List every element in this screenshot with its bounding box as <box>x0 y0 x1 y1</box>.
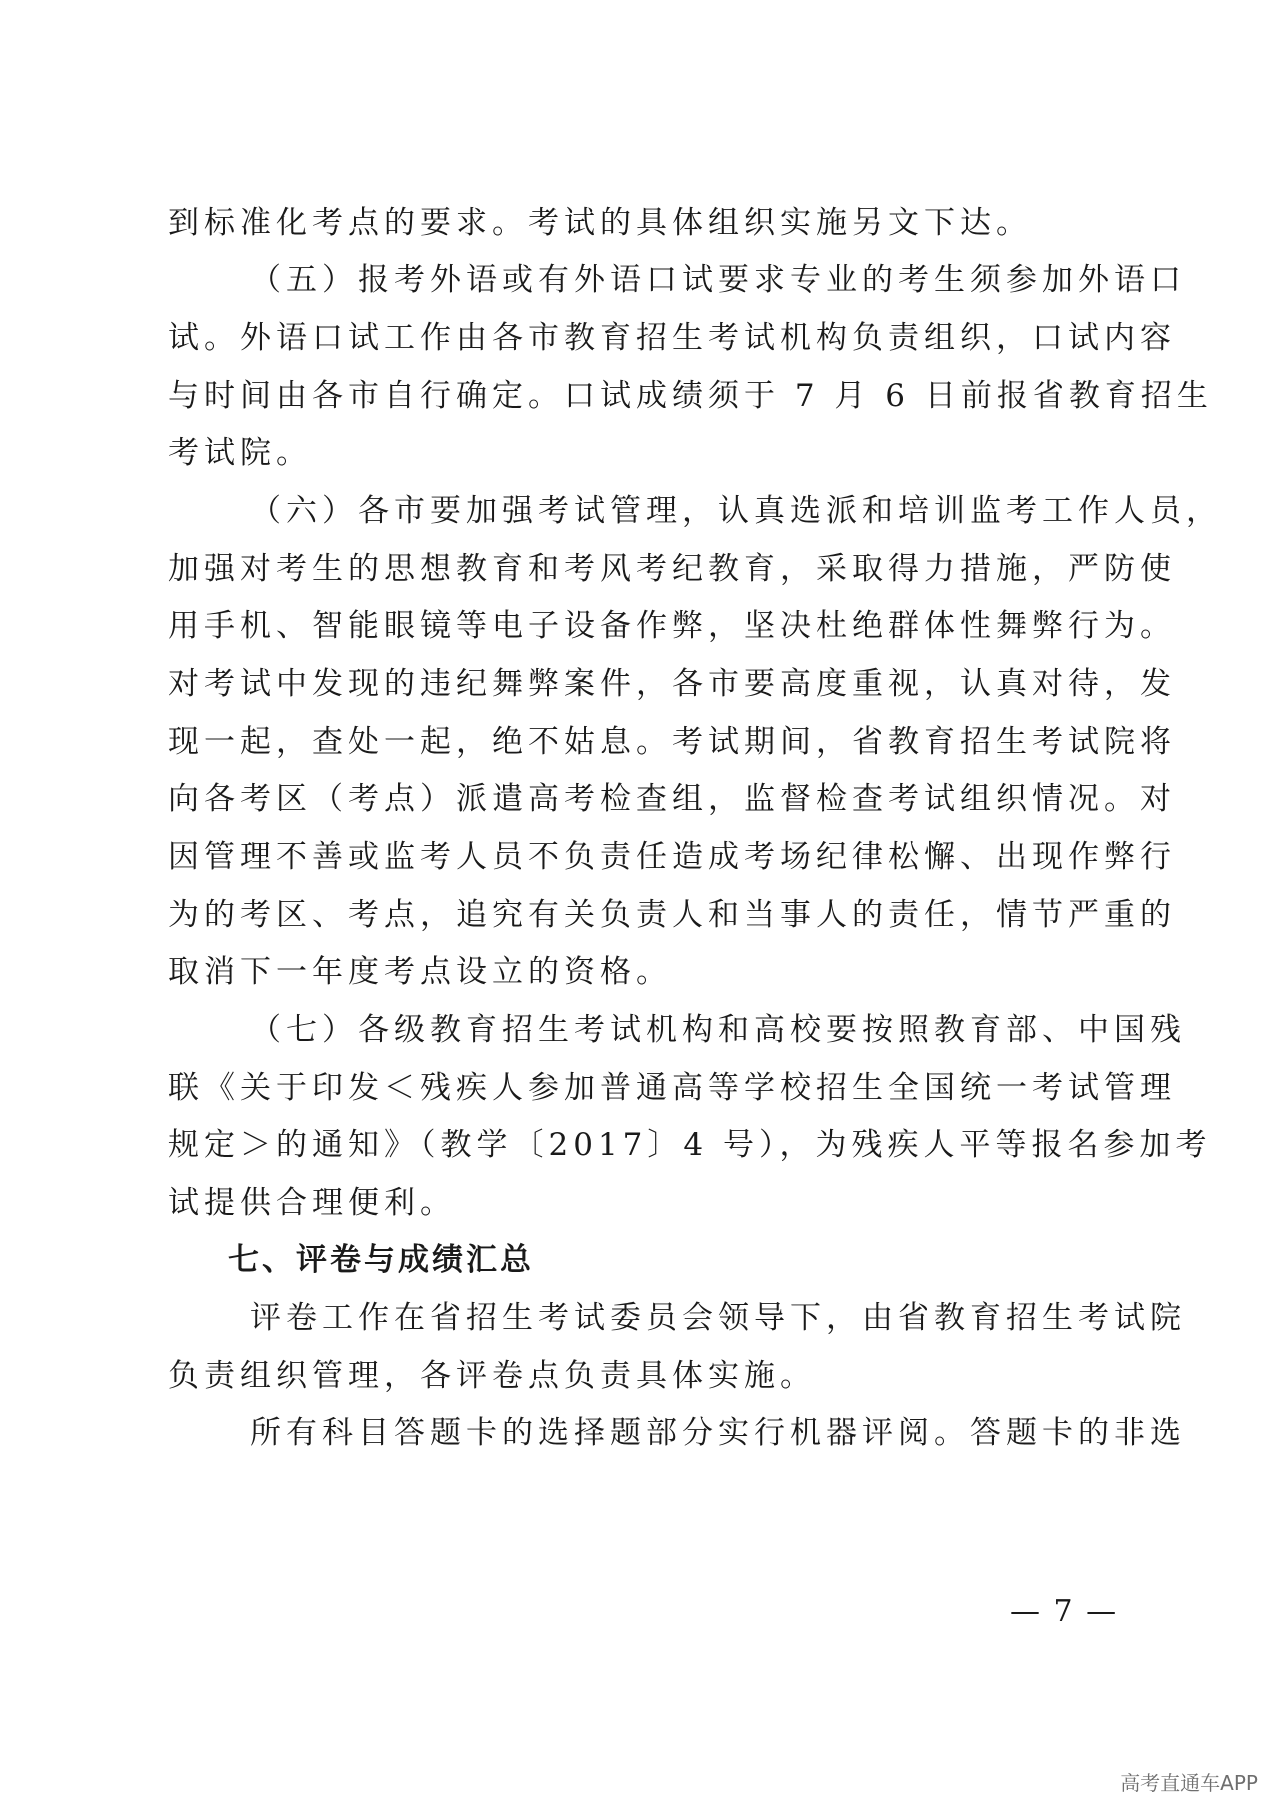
text-line: 向各考区（考点）派遣高考检查组，监督检查考试组织情况。对 <box>168 781 1176 817</box>
text-line: 用手机、智能眼镜等电子设备作弊，坚决杜绝群体性舞弊行为。 <box>168 608 1176 644</box>
text-line: （六）各市要加强考试管理，认真选派和培训监考工作人员， <box>250 493 1222 529</box>
watermark: 高考直通车APP <box>1120 1771 1258 1795</box>
text-line: 加强对考生的思想教育和考风考纪教育，采取得力措施，严防使 <box>168 551 1176 587</box>
text-line: （七）各级教育招生考试机构和高校要按照教育部、中国残 <box>250 1012 1186 1048</box>
section-heading: 七、评卷与成绩汇总 <box>228 1242 534 1278</box>
page-number: — 7 — <box>1010 1594 1119 1629</box>
text-line: 因管理不善或监考人员不负责任造成考场纪律松懈、出现作弊行 <box>168 839 1176 875</box>
text-line: 规定＞的通知》（教学〔2017〕4 号），为残疾人平等报名参加考 <box>168 1127 1212 1163</box>
text-line: 试提供合理便利。 <box>168 1185 456 1221</box>
text-line: 到标准化考点的要求。考试的具体组织实施另文下达。 <box>168 205 1032 241</box>
text-line: 试。外语口试工作由各市教育招生考试机构负责组织，口试内容 <box>168 320 1176 356</box>
text-line: 负责组织管理，各评卷点负责具体实施。 <box>168 1358 816 1394</box>
text-line: 所有科目答题卡的选择题部分实行机器评阅。答题卡的非选 <box>250 1415 1186 1451</box>
text-line: 现一起，查处一起，绝不姑息。考试期间，省教育招生考试院将 <box>168 724 1176 760</box>
text-line: （五）报考外语或有外语口试要求专业的考生须参加外语口 <box>250 262 1186 298</box>
text-line: 联《关于印发＜残疾人参加普通高等学校招生全国统一考试管理 <box>168 1070 1176 1106</box>
text-line: 考试院。 <box>168 435 312 471</box>
text-line: 对考试中发现的违纪舞弊案件，各市要高度重视，认真对待，发 <box>168 666 1176 702</box>
text-line: 为的考区、考点，追究有关负责人和当事人的责任，情节严重的 <box>168 897 1176 933</box>
text-line: 评卷工作在省招生考试委员会领导下，由省教育招生考试院 <box>250 1300 1186 1336</box>
text-line: 取消下一年度考点设立的资格。 <box>168 954 672 990</box>
text-line: 与时间由各市自行确定。口试成绩须于 7 月 6 日前报省教育招生 <box>168 378 1213 414</box>
